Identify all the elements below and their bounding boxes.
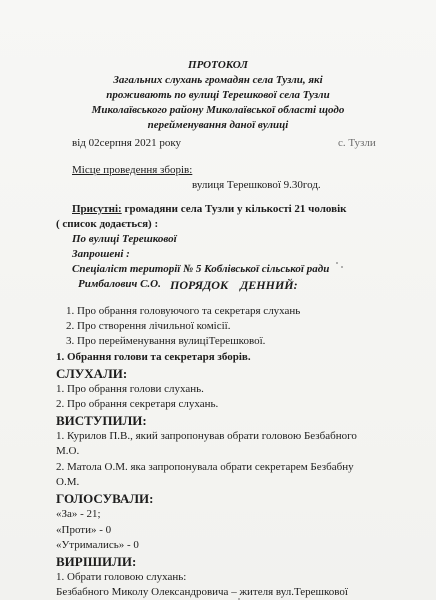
vote-for: «За» - 21; [56,508,101,520]
venue-label: Місце проведення зборів: [72,164,193,176]
decided-label: ВИРІШИЛИ: [56,554,137,569]
invited-specialist-name: Римбалович С.О. [78,278,161,290]
document-date: від 02серпня 2021 року [72,137,182,149]
present-street: По вулиці Терешкової [72,233,177,245]
spoke-item-2a: 2. Матола О.М. яка запропонувала обрати секретарем Безбабну [56,461,354,473]
agenda-item-2: 2. Про створення лічильної комісії. [66,320,231,332]
scan-speck [341,266,343,268]
spoke-item-1a: 1. Курилов П.В., який запропонував обрати головою Безбабного [56,430,357,442]
agenda-item-3: 3. Про перейменування вулиціТерешкової. [66,335,266,347]
present-line [72,204,346,215]
venue-value: вулиця Терешкової 9.30год. [192,179,321,191]
subtitle-line-2: проживають по вулиці Терешкової села Тузли [106,89,330,101]
invited-label: Запрошені : [72,248,130,260]
decided-item-1: 1. Обрати головою слухань: [56,571,187,583]
agenda-heading: ПОРЯДОК ДЕННИЙ: [170,278,298,292]
vote-against: «Проти» - 0 [56,524,112,536]
agenda-item-1: 1. Про обрання головуючого та секретаря слухань [66,305,301,317]
heard-item-1: 1. Про обрання голови слухань. [56,383,204,395]
heard-label: СЛУХАЛИ: [56,366,128,381]
subtitle-line-1: Загальних слухань громадян села Тузли, які [113,74,323,86]
spoke-item-2b: О.М. [56,476,80,488]
spoke-item-1b: М.О. [56,445,80,457]
decided-item-2: Безбабного Миколу Олександровича – жителя вул.Терешкової [56,586,348,598]
present-label: Присутні: [72,203,122,215]
document-place: с. Тузли [338,137,376,149]
subtitle-line-3: Миколаївського району Миколаївської області щодо [91,104,345,116]
present-text: громадяни села Тузли у кількості 21 чоловік [121,203,347,215]
scan-speck [336,262,338,264]
vote-abstained: «Утримались» - 0 [56,539,139,551]
document-title: ПРОТОКОЛ [188,59,248,71]
section1-heading: 1. Обрання голови та секретаря зборів. [56,351,251,363]
voted-label: ГОЛОСУВАЛИ: [56,491,154,506]
subtitle-line-4: перейменування даної вулиці [147,119,289,131]
spoke-label: ВИСТУПИЛИ: [56,413,147,428]
heard-item-2: 2. Про обрання секретаря слухань. [56,398,219,410]
invited-specialist: Спеціаліст території № 5 Коблівської сільської ради [72,263,330,275]
present-list-note: ( список додається) : [56,218,159,230]
